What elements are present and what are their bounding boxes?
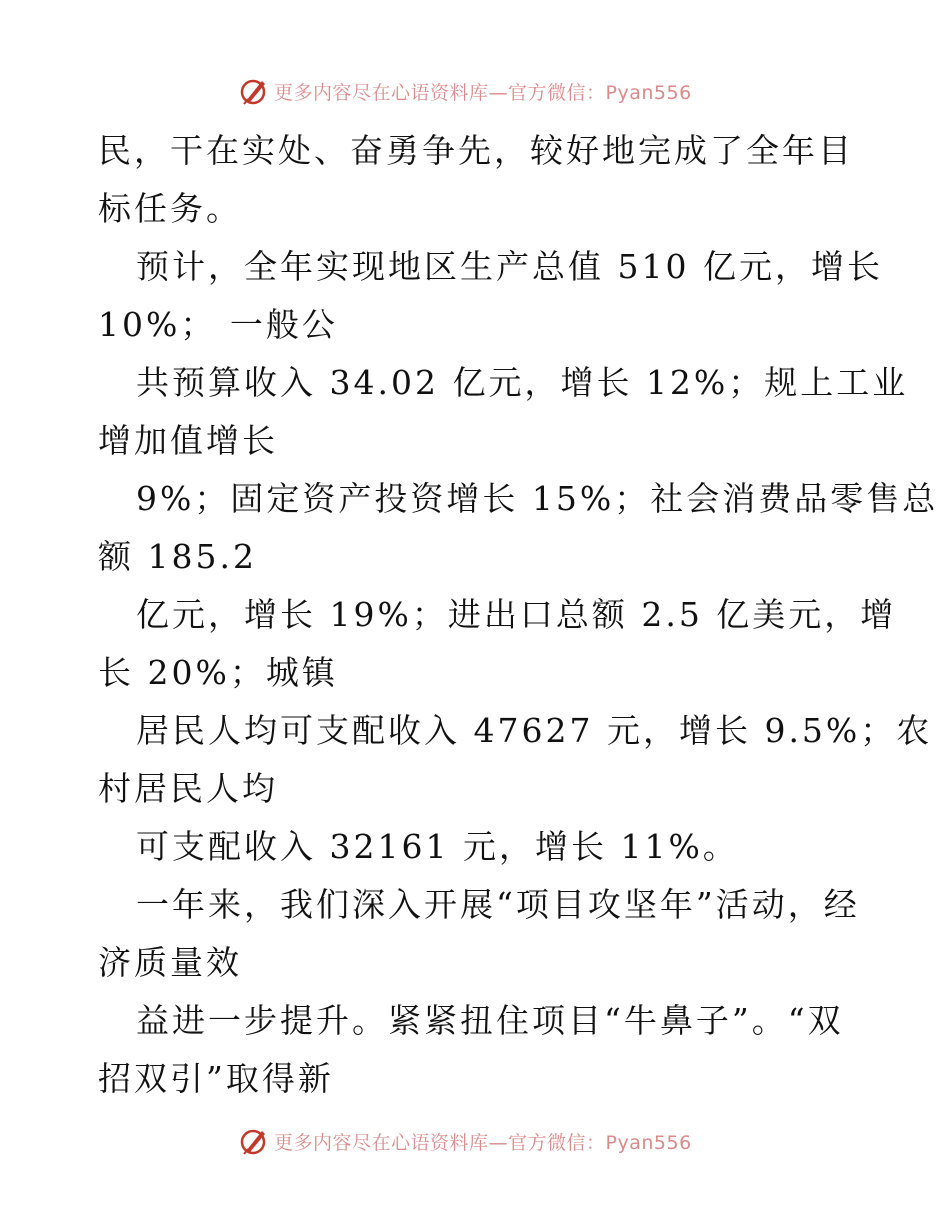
footer-watermark [238,1124,692,1158]
text-line: 济质量效 [98,943,242,982]
quill-pen-seal-icon [238,1125,270,1157]
text-line: 可支配收入 32161 元，增长 11%。 [136,827,739,866]
text-line: 预计，全年实现地区生产总值 510 亿元，增长 [136,247,883,286]
text-line: 增加值增长 [98,421,278,460]
text-line: 居民人均可支配收入 47627 元，增长 9.5%；农 [136,711,933,750]
header-watermark [238,74,692,108]
footer-watermark-text: 更多内容尽在心语资料库—官方微信：Pyan556 [274,1131,692,1154]
header-watermark-text: 更多内容尽在心语资料库—官方微信：Pyan556 [274,81,692,104]
text-line: 10%； 一般公 [98,305,338,344]
text-line: 村居民人均 [98,769,278,808]
text-line: 长 20%；城镇 [98,653,338,692]
text-line: 民，干在实处、奋勇争先，较好地完成了全年目 [98,131,854,170]
text-line: 一年来，我们深入开展“项目攻坚年”活动，经 [136,885,860,924]
text-line: 额 185.2 [98,537,257,576]
text-line: 亿元，增长 19%；进出口总额 2.5 亿美元，增 [136,595,897,634]
quill-pen-seal-icon [238,75,270,107]
document-body [98,122,939,1108]
text-line: 招双引”取得新 [98,1059,334,1098]
text-line: 标任务。 [98,189,242,228]
text-line: 益进一步提升。紧紧扭住项目“牛鼻子”。“双 [136,1001,844,1040]
text-line: 9%；固定资产投资增长 15%；社会消费品零售总 [136,479,939,518]
text-line: 共预算收入 34.02 亿元，增长 12%；规上工业 [136,363,909,402]
